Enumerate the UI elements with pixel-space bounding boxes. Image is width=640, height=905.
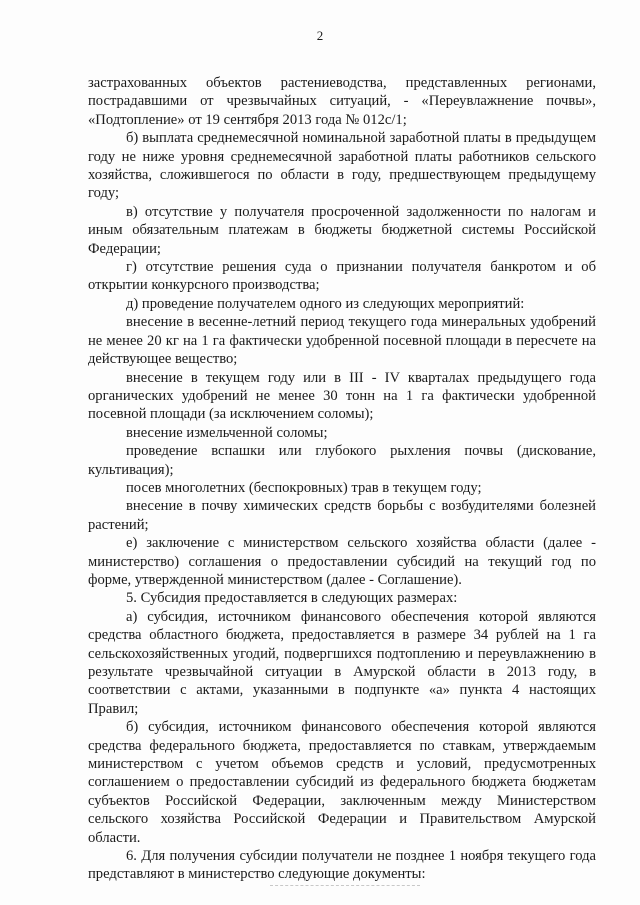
paragraph-organic-fertilizers: внесение в текущем году или в III - IV кварталах предыдущего года органических удобрений не менее 30 тонн на 1 га фактически удобренной посевной площади (за исключением соломы);: [88, 369, 596, 423]
paragraph-item-g: г) отсутствие решения суда о признании получателя банкротом и об открытии конкурсного производства;: [88, 259, 596, 294]
paragraph-item-d: д) проведение получателем одного из следующих мероприятий:: [126, 295, 525, 312]
paragraph-subsidy-a: а) субсидия, источником финансового обеспечения которой являются средства областного бюджета, предоставляется в размере 34 рублей на 1 га сельскохозяйственных угодий, подвергшихся подтоплению и переувлажнению в результате чрезвычайной ситуации в Амурской области в 2013 году, в соответствии с актами, указанными в подпункте «а» пункта 4 настоящих Правил;: [88, 608, 596, 717]
paragraph-item-b: б) выплата среднемесячной номинальной заработной платы в предыдущем году не ниже уровня среднемесячной заработной платы работников сельского хозяйства, сложившегося по области в году, предшествующем предыдущему году;: [88, 130, 596, 202]
paragraph-straw: внесение измельченной соломы;: [126, 424, 328, 441]
paragraph-continuation: застрахованных объектов растениеводства, представленных регионами, пострадавшими от чрезвычайных ситуаций, - «Переувлажнение почвы», «Подтопление» от 19 сентября 2013 года № 012с/1;: [88, 75, 596, 128]
paragraph-item-v: в) отсутствие у получателя просроченной задолженности по налогам и иным обязательным платежам в бюджеты бюджетной системы Российской Федерации;: [88, 203, 596, 257]
paragraph-plowing: проведение вспашки или глубокого рыхления почвы (дискование, культивация);: [88, 443, 596, 478]
paragraph-chemical-agents: внесение в почву химических средств борьбы с возбудителями болезней растений;: [88, 498, 596, 533]
scan-artifact: [270, 885, 420, 887]
page-number: 2: [316, 28, 324, 43]
paragraph-mineral-fertilizers: внесение в весенне-летний период текущего года минеральных удобрений не менее 20 кг на 1 га фактически удобренной посевной площади в пересчете на действующее вещество;: [88, 314, 596, 368]
paragraph-subsidy-b: б) субсидия, источником финансового обеспечения которой являются средства федерального бюджета, предоставляется по ставкам, утверждаемым министерством с учетом объемов средств и условий, предусмотренных соглашением о предоставлении субсидий из федерального бюджета бюджетам субъектов Российской Федерации, заключенным между Министерством сельского хозяйства Российской Федерации и Правительством Амурской области.: [88, 719, 596, 846]
paragraph-item-e: е) заключение с министерством сельского хозяйства области (далее - министерство) соглашения о предоставлении субсидий на текущий год по форме, утвержденной министерством (далее - Соглашение).: [88, 535, 596, 588]
document-body: [88, 74, 596, 884]
paragraph-section-5: 5. Субсидия предоставляется в следующих размерах:: [126, 590, 458, 607]
paragraph-section-6: 6. Для получения субсидии получатели не позднее 1 ноября текущего года представляют в министерство следующие документы:: [88, 848, 596, 883]
paragraph-perennial-grasses: посев многолетних (беспокровных) трав в текущем году;: [126, 479, 482, 496]
